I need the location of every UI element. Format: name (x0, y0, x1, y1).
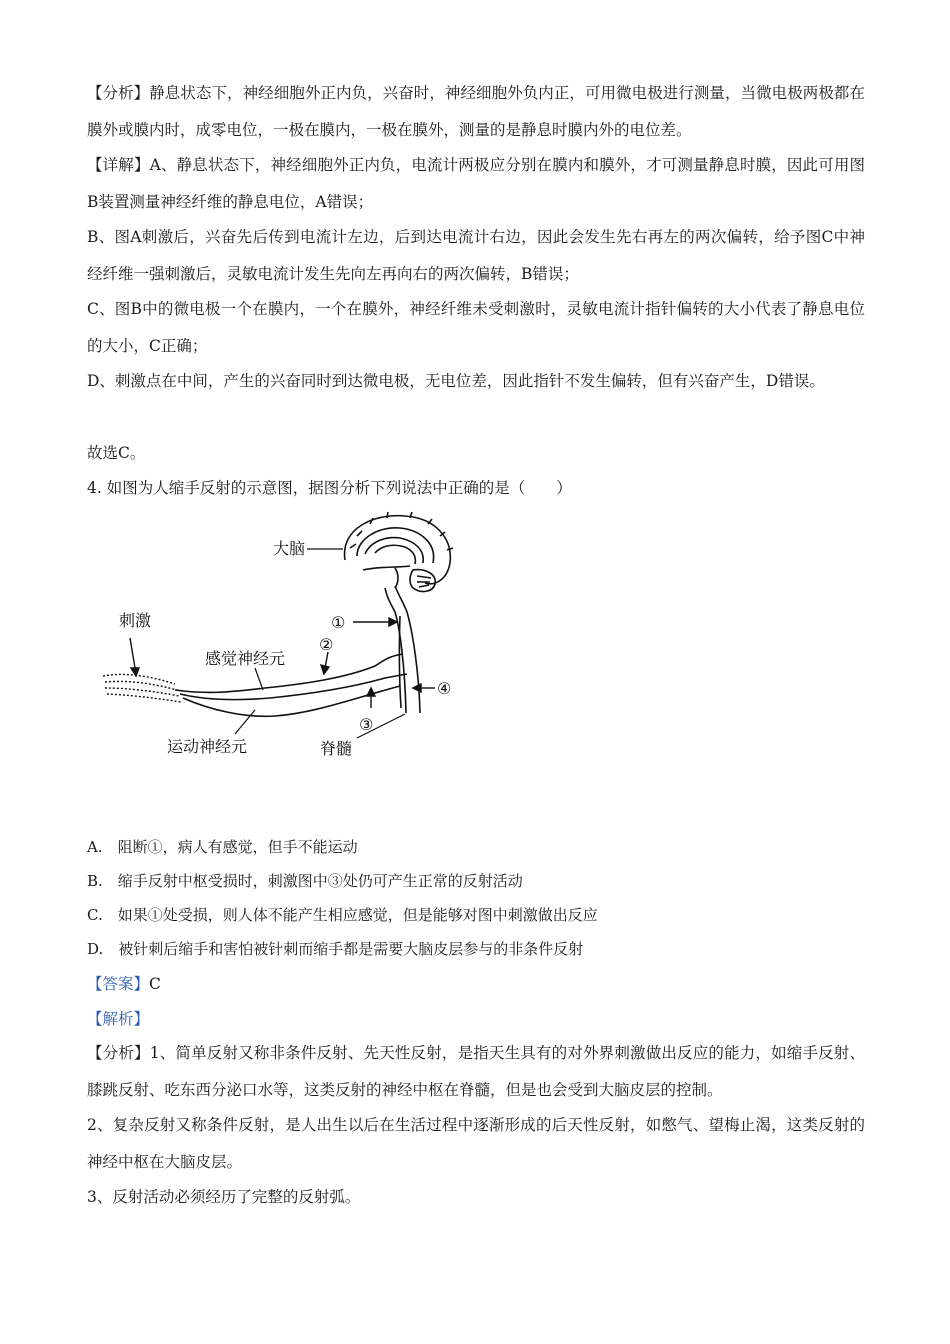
answer-value: C (149, 975, 161, 993)
q4-option-a: A. 阻断①，病人有感觉，但手不能运动 (87, 838, 358, 856)
q4-analysis-3-paragraph: 3、反射活动必须经历了完整的反射弧。 (87, 1188, 361, 1206)
q4-option-d: D. 被针刺后缩手和害怕被针刺而缩手都是需要大脑皮层参与的非条件反射 (87, 940, 584, 958)
solution-label: 【解析】 (87, 1010, 150, 1028)
q4-option-c: C. 如果①处受损，则人体不能产生相应感觉，但是能够对图中刺激做出反应 (87, 906, 598, 924)
analysis-text: 静息状态下，神经细胞外正内负，兴奋时，神经细胞外负内正，可用微电极进行测量，当微电极两极都在膜外或膜内时，成零电位，一极在膜内，一极在膜外，测量的是静息时膜内外的电位差。 (87, 84, 865, 139)
label-sensory-neuron: 感觉神经元 (205, 649, 286, 668)
marker-3: ③ (359, 715, 374, 734)
q3-analysis-paragraph (87, 75, 865, 149)
hand-receptor-illustration (103, 674, 181, 702)
marker-1: ① (331, 613, 346, 632)
q3-detail-c-paragraph: C、图B中的微电极一个在膜内，一个在膜外，神经纤维未受刺激时，灵敏电流计指针偏转的大小代表了静息电位的大小，C正确； (87, 300, 865, 355)
q4-analysis-1-paragraph (87, 1035, 865, 1109)
q4-analysis-label: 【分析】 (87, 1044, 150, 1062)
q4-option-b: B. 缩手反射中枢受损时，刺激图中③处仍可产生正常的反射活动 (87, 872, 523, 890)
detail-label: 【详解】 (87, 156, 150, 174)
brain-illustration (345, 512, 453, 591)
analysis-label: 【分析】 (87, 84, 150, 102)
detail-a-text: A、静息状态下，神经细胞外正内负，电流计两极应分别在膜内和膜外，才可测量静息时膜，因此可用图B装置测量神经纤维的静息电位，A错误； (87, 156, 865, 211)
q4-solution-heading (87, 1008, 865, 1030)
reflex-arc-diagram (95, 508, 475, 768)
reflex-arc-figure (95, 508, 475, 768)
q3-detail-a-paragraph (87, 147, 865, 221)
q3-conclusion: 故选C。 (87, 444, 146, 462)
spinal-cord-illustration (385, 586, 420, 713)
marker-2: ② (319, 635, 334, 654)
label-stimulus: 刺激 (119, 611, 152, 630)
label-brain: 大脑 (273, 539, 306, 558)
marker-4: ④ (437, 679, 452, 698)
q3-detail-d-paragraph: D、刺激点在中间，产生的兴奋同时到达微电极，无电位差，因此指针不发生偏转，但有兴奋产生，D错误。 (87, 372, 825, 390)
label-motor-neuron: 运动神经元 (167, 737, 248, 756)
label-spinal-cord: 脊髓 (320, 739, 353, 758)
q4-analysis-1-text: 1、简单反射又称非条件反射、先天性反射，是指天生具有的对外界刺激做出反应的能力，如缩手反射、膝跳反射、吃东西分泌口水等，这类反射的神经中枢在脊髓，但是也会受到大脑皮层的控制。 (87, 1044, 865, 1099)
q3-detail-b-paragraph: B、图A刺激后，兴奋先后传到电流计左边，后到达电流计右边，因此会发生先右再左的两次偏转，给予图C中神经纤维一强刺激后，灵敏电流计发生先向左再向右的两次偏转，B错误； (87, 228, 865, 283)
q4-stem: 4. 如图为人缩手反射的示意图，据图分析下列说法中正确的是（ ） (87, 479, 572, 497)
q4-answer (87, 973, 865, 995)
answer-label: 【答案】 (87, 975, 150, 993)
q4-analysis-2-paragraph: 2、复杂反射又称条件反射，是人出生以后在生活过程中逐渐形成的后天性反射，如憋气、望梅止渴，这类反射的神经中枢在大脑皮层。 (87, 1116, 865, 1171)
